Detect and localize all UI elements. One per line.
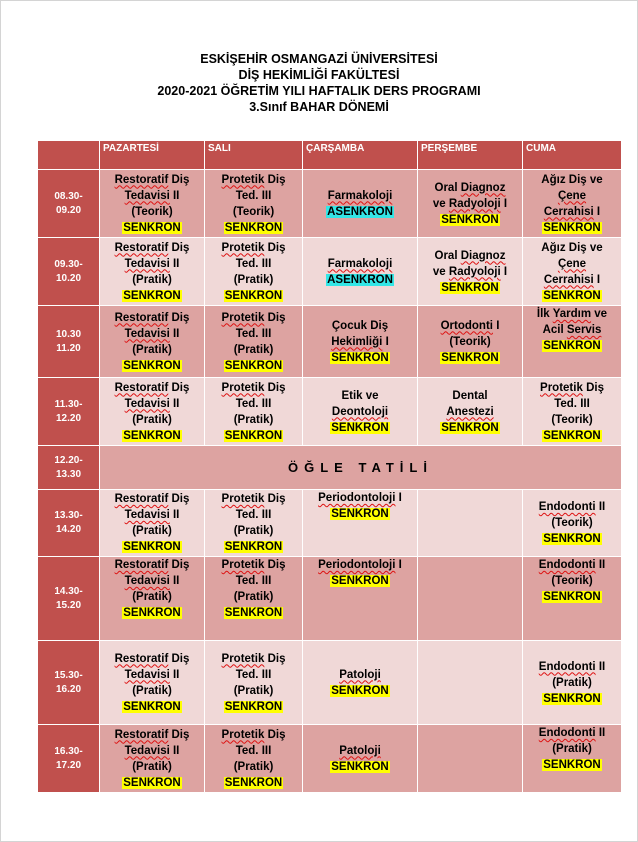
time-label: 08.30- bbox=[54, 190, 83, 202]
time-slot-row bbox=[38, 378, 622, 446]
delivery-mode-line bbox=[525, 757, 619, 773]
delivery-mode-line bbox=[420, 350, 520, 366]
time-label: 11.30- bbox=[54, 398, 83, 410]
course-name-line: Protetik Diş bbox=[221, 728, 286, 741]
delivery-mode-line bbox=[102, 358, 202, 374]
course-name-line: (Teorik) bbox=[551, 575, 593, 587]
course-name-line: (Pratik) bbox=[132, 591, 172, 603]
course-name-line: (Pratik) bbox=[233, 273, 274, 286]
course-cell bbox=[100, 378, 205, 446]
asenkron-badge: ASENKRON bbox=[327, 273, 393, 286]
course-cell bbox=[100, 557, 205, 641]
course-name-line: (Pratik) bbox=[132, 413, 172, 426]
time-slot-row bbox=[38, 170, 622, 238]
course-cell bbox=[523, 725, 622, 793]
course-name-line: Anestezi bbox=[446, 405, 494, 418]
course-name-line: Restoratif Diş bbox=[114, 652, 190, 665]
delivery-mode-line bbox=[420, 420, 520, 436]
course-name-line: Çene bbox=[557, 257, 587, 270]
faculty-name: DİŞ HEKİMLİĞİ FAKÜLTESİ bbox=[238, 68, 400, 82]
course-name-line: Restoratif Diş bbox=[114, 173, 190, 186]
program-title: 2020-2021 ÖĞRETİM YILI HAFTALIK DERS PROGRAMI bbox=[157, 84, 481, 98]
senkron-badge: SENKRON bbox=[543, 692, 601, 705]
senkron-badge: SENKRON bbox=[123, 289, 181, 302]
course-name-line: Protetik Diş bbox=[221, 381, 286, 394]
senkron-badge: SENKRON bbox=[543, 591, 601, 603]
course-name-line: Tedavisi II bbox=[124, 575, 180, 587]
senkron-badge: SENKRON bbox=[224, 429, 283, 442]
time-label: 09.30- bbox=[54, 258, 83, 270]
course-cell bbox=[205, 641, 303, 725]
senkron-badge: SENKRON bbox=[224, 607, 283, 619]
course-name-line: Protetik Diş bbox=[540, 381, 604, 394]
delivery-mode-line bbox=[207, 539, 300, 555]
delivery-mode-line bbox=[207, 605, 300, 621]
university-name: ESKİŞEHİR OSMANGAZİ ÜNİVERSİTESİ bbox=[200, 52, 438, 66]
delivery-mode-line bbox=[102, 605, 202, 621]
senkron-badge: SENKRON bbox=[224, 541, 283, 553]
course-name-line: Farmakoloji bbox=[327, 257, 393, 270]
course-cell bbox=[205, 378, 303, 446]
delivery-mode-line bbox=[420, 212, 520, 228]
course-name-line: Tedavisi II bbox=[124, 397, 180, 410]
course-name-line: Tedavisi II bbox=[124, 257, 180, 270]
delivery-mode-line bbox=[102, 428, 202, 444]
course-name-line: Protetik Diş bbox=[221, 241, 286, 254]
course-name-line: (Pratik) bbox=[132, 343, 172, 356]
course-name-line: Endodonti II bbox=[538, 727, 606, 739]
delivery-mode-line bbox=[207, 699, 300, 715]
course-cell bbox=[303, 490, 418, 557]
delivery-mode-line bbox=[102, 775, 202, 791]
course-name-line: Ted. III bbox=[235, 509, 272, 521]
delivery-mode-line bbox=[305, 683, 415, 699]
time-label: 15.30- bbox=[54, 669, 83, 681]
course-name-line: (Teorik) bbox=[551, 413, 593, 426]
course-name-line: (Pratik) bbox=[132, 760, 172, 773]
course-name-line: (Pratik) bbox=[233, 684, 274, 697]
time-label: 16.20 bbox=[55, 683, 82, 695]
course-name-line: ve Radyoloji I bbox=[432, 197, 508, 210]
course-cell bbox=[303, 238, 418, 306]
course-name-line: Ağız Diş ve bbox=[541, 241, 603, 254]
day-header: PAZARTESİ bbox=[100, 141, 205, 170]
delivery-mode-line bbox=[305, 272, 415, 288]
course-cell bbox=[303, 378, 418, 446]
course-name-line: Deontoloji bbox=[331, 405, 389, 418]
course-name-line: (Pratik) bbox=[233, 343, 274, 356]
course-name-line: Oral Diagnoz bbox=[434, 181, 506, 194]
course-cell bbox=[100, 641, 205, 725]
course-name-line: Çocuk Diş bbox=[331, 319, 389, 332]
delivery-mode-line bbox=[207, 428, 300, 444]
senkron-badge: SENKRON bbox=[543, 533, 601, 545]
course-name-line: Ted. III bbox=[554, 397, 590, 410]
course-cell bbox=[205, 170, 303, 238]
senkron-badge: SENKRON bbox=[224, 221, 283, 234]
delivery-mode-line bbox=[305, 204, 415, 220]
course-name-line: Ted. III bbox=[235, 257, 272, 270]
delivery-mode-line bbox=[102, 699, 202, 715]
course-cell bbox=[418, 490, 523, 557]
time-slot-row bbox=[38, 238, 622, 306]
course-name-line: Protetik Diş bbox=[221, 652, 286, 665]
course-cell bbox=[303, 641, 418, 725]
course-cell bbox=[303, 557, 418, 641]
course-name-line: Protetik Diş bbox=[221, 493, 286, 505]
senkron-badge: SENKRON bbox=[123, 221, 181, 234]
delivery-mode-line bbox=[207, 775, 300, 791]
course-name-line: Restoratif Diş bbox=[114, 493, 190, 505]
time-label: 16.30- bbox=[54, 745, 83, 757]
course-name-line: (Teorik) bbox=[131, 205, 173, 218]
course-cell bbox=[523, 641, 622, 725]
course-name-line: Endodonti II bbox=[538, 559, 606, 571]
delivery-mode-line bbox=[525, 691, 619, 707]
course-cell bbox=[523, 557, 622, 641]
course-cell bbox=[418, 725, 523, 793]
time-slot bbox=[38, 306, 100, 378]
time-slot bbox=[38, 725, 100, 793]
delivery-mode-line bbox=[525, 288, 619, 304]
time-label: 14.20 bbox=[55, 524, 82, 535]
course-name-line: Cerrahisi I bbox=[543, 205, 601, 218]
course-name-line: Patoloji bbox=[339, 668, 381, 681]
course-cell bbox=[418, 238, 523, 306]
course-name-line: Endodonti II bbox=[538, 501, 606, 513]
header-row bbox=[38, 141, 622, 170]
class-term: 3.Sınıf BAHAR DÖNEMİ bbox=[249, 100, 389, 114]
course-name-line: (Pratik) bbox=[233, 525, 274, 537]
course-name-line: (Pratik) bbox=[552, 743, 592, 755]
senkron-badge: SENKRON bbox=[331, 351, 389, 364]
course-name-line: Protetik Diş bbox=[221, 173, 286, 186]
course-name-line: Cerrahisi I bbox=[543, 273, 601, 286]
course-cell bbox=[523, 490, 622, 557]
time-label: 12.20 bbox=[55, 412, 82, 424]
time-label: 15.20 bbox=[55, 599, 82, 611]
time-label: 10.30 bbox=[55, 328, 82, 340]
course-name-line: Ted. III bbox=[235, 744, 272, 757]
time-slot bbox=[38, 446, 100, 490]
course-cell bbox=[205, 490, 303, 557]
course-name-line: (Pratik) bbox=[132, 684, 172, 697]
delivery-mode-line bbox=[102, 220, 202, 236]
senkron-badge: SENKRON bbox=[224, 289, 283, 302]
course-name-line: Patoloji bbox=[339, 744, 381, 757]
course-name-line: Protetik Diş bbox=[221, 559, 286, 571]
course-name-line: (Pratik) bbox=[552, 676, 592, 689]
senkron-badge: SENKRON bbox=[331, 421, 389, 434]
lunch-break bbox=[100, 446, 622, 490]
time-slot-row bbox=[38, 725, 622, 793]
time-label: 14.30- bbox=[54, 585, 83, 597]
course-name-line: Ted. III bbox=[235, 397, 272, 410]
senkron-badge: SENKRON bbox=[543, 340, 601, 352]
course-name-line: Restoratif Diş bbox=[114, 728, 190, 741]
delivery-mode-line bbox=[525, 531, 619, 547]
senkron-badge: SENKRON bbox=[123, 359, 181, 372]
course-name-line: (Pratik) bbox=[233, 591, 274, 603]
time-label: 13.30- bbox=[54, 510, 83, 521]
course-cell bbox=[205, 306, 303, 378]
course-cell bbox=[523, 306, 622, 378]
course-name-line: Acil Servis bbox=[542, 324, 602, 336]
course-cell bbox=[303, 306, 418, 378]
course-name-line: Ted. III bbox=[235, 189, 272, 202]
senkron-badge: SENKRON bbox=[543, 289, 601, 302]
course-name-line: Tedavisi II bbox=[124, 327, 180, 340]
senkron-badge: SENKRON bbox=[331, 508, 389, 520]
delivery-mode-line bbox=[305, 420, 415, 436]
senkron-badge: SENKRON bbox=[123, 700, 181, 713]
time-slot bbox=[38, 641, 100, 725]
course-name-line: Endodonti II bbox=[538, 660, 606, 673]
senkron-badge: SENKRON bbox=[331, 575, 389, 587]
time-slot-row bbox=[38, 490, 622, 557]
course-name-line: Farmakoloji bbox=[327, 189, 393, 202]
delivery-mode-line bbox=[420, 280, 520, 296]
time-slot bbox=[38, 378, 100, 446]
delivery-mode-line bbox=[207, 220, 300, 236]
delivery-mode-line bbox=[207, 288, 300, 304]
corner-cell bbox=[38, 141, 100, 170]
senkron-badge: SENKRON bbox=[224, 700, 283, 713]
course-cell bbox=[100, 306, 205, 378]
senkron-badge: SENKRON bbox=[224, 359, 283, 372]
course-name-line: (Pratik) bbox=[132, 273, 172, 286]
course-cell bbox=[205, 238, 303, 306]
course-name-line: Ortodonti I bbox=[440, 319, 500, 332]
delivery-mode-line bbox=[305, 506, 415, 522]
senkron-badge: SENKRON bbox=[123, 607, 181, 619]
course-cell bbox=[100, 725, 205, 793]
course-name-line: Restoratif Diş bbox=[114, 241, 190, 254]
senkron-badge: SENKRON bbox=[441, 213, 499, 226]
time-label: 17.20 bbox=[55, 759, 82, 771]
senkron-badge: SENKRON bbox=[331, 760, 389, 773]
course-cell bbox=[523, 378, 622, 446]
time-slot bbox=[38, 557, 100, 641]
senkron-badge: SENKRON bbox=[123, 429, 181, 442]
course-name-line: Dental bbox=[452, 389, 488, 402]
senkron-badge: SENKRON bbox=[543, 221, 601, 234]
course-name-line: Tedavisi II bbox=[124, 509, 180, 521]
course-name-line: Tedavisi II bbox=[124, 668, 180, 681]
course-name-line: (Pratik) bbox=[132, 525, 172, 537]
course-name-line: Tedavisi II bbox=[124, 189, 180, 202]
course-name-line: Ağız Diş ve bbox=[541, 173, 603, 186]
course-name-line: ve Radyoloji I bbox=[432, 265, 508, 278]
course-cell bbox=[205, 725, 303, 793]
lunch-row bbox=[38, 446, 622, 490]
delivery-mode-line bbox=[207, 358, 300, 374]
delivery-mode-line bbox=[525, 220, 619, 236]
delivery-mode-line bbox=[525, 589, 619, 605]
course-name-line: (Pratik) bbox=[233, 413, 274, 426]
lunch-label: ÖĞLE TATİLİ bbox=[288, 460, 433, 475]
asenkron-badge: ASENKRON bbox=[327, 205, 393, 218]
course-name-line: Etik ve bbox=[341, 389, 379, 402]
course-cell bbox=[418, 641, 523, 725]
senkron-badge: SENKRON bbox=[441, 281, 499, 294]
time-slot bbox=[38, 490, 100, 557]
course-name-line: Ted. III bbox=[235, 668, 272, 681]
course-name-line: Oral Diagnoz bbox=[434, 249, 506, 262]
course-name-line: Restoratif Diş bbox=[114, 559, 190, 571]
time-label: 10.20 bbox=[55, 272, 82, 284]
day-header: PERŞEMBE bbox=[418, 141, 523, 170]
document-header bbox=[0, 51, 638, 115]
senkron-badge: SENKRON bbox=[123, 776, 181, 789]
course-name-line: Periodontoloji I bbox=[318, 492, 402, 504]
time-slot-row bbox=[38, 641, 622, 725]
time-label: 09.20 bbox=[55, 204, 82, 216]
delivery-mode-line bbox=[305, 350, 415, 366]
course-cell bbox=[418, 170, 523, 238]
course-name-line: Ted. III bbox=[235, 327, 272, 340]
senkron-badge: SENKRON bbox=[123, 541, 181, 553]
time-label: 13.30 bbox=[55, 468, 82, 480]
course-cell bbox=[418, 306, 523, 378]
course-cell bbox=[100, 170, 205, 238]
senkron-badge: SENKRON bbox=[331, 684, 389, 697]
time-slot bbox=[38, 170, 100, 238]
time-label: 12.20- bbox=[54, 454, 83, 466]
delivery-mode-line bbox=[102, 539, 202, 555]
course-name-line: Çene bbox=[557, 189, 587, 202]
course-name-line: Periodontoloji I bbox=[318, 559, 402, 571]
course-cell bbox=[100, 490, 205, 557]
delivery-mode-line bbox=[525, 338, 619, 354]
senkron-badge: SENKRON bbox=[441, 421, 499, 434]
course-cell bbox=[523, 238, 622, 306]
delivery-mode-line bbox=[305, 573, 415, 589]
time-label: 11.20 bbox=[56, 342, 81, 354]
course-cell bbox=[205, 557, 303, 641]
course-cell bbox=[100, 238, 205, 306]
delivery-mode-line bbox=[102, 288, 202, 304]
time-slot bbox=[38, 238, 100, 306]
course-cell bbox=[303, 170, 418, 238]
course-cell bbox=[303, 725, 418, 793]
course-name-line: Restoratif Diş bbox=[114, 311, 190, 324]
course-name-line: (Teorik) bbox=[551, 517, 593, 529]
course-cell bbox=[523, 170, 622, 238]
senkron-badge: SENKRON bbox=[543, 759, 601, 771]
senkron-badge: SENKRON bbox=[224, 776, 283, 789]
course-name-line: (Teorik) bbox=[232, 205, 275, 218]
course-name-line: Restoratif Diş bbox=[114, 381, 190, 394]
course-name-line: Tedavisi II bbox=[124, 744, 180, 757]
course-cell bbox=[418, 557, 523, 641]
course-name-line: Ted. III bbox=[235, 575, 272, 587]
course-name-line: (Pratik) bbox=[233, 760, 274, 773]
delivery-mode-line bbox=[525, 428, 619, 444]
day-header: SALI bbox=[205, 141, 303, 170]
course-name-line: Hekimliği I bbox=[331, 335, 389, 348]
course-name-line: (Teorik) bbox=[449, 335, 491, 348]
weekly-schedule-table bbox=[37, 140, 622, 793]
senkron-badge: SENKRON bbox=[441, 351, 499, 364]
day-header: CUMA bbox=[523, 141, 622, 170]
senkron-badge: SENKRON bbox=[543, 429, 601, 442]
time-slot-row bbox=[38, 306, 622, 378]
day-header: ÇARŞAMBA bbox=[303, 141, 418, 170]
course-name-line: Protetik Diş bbox=[221, 311, 286, 324]
time-slot-row bbox=[38, 557, 622, 641]
course-name-line: İlk Yardım ve bbox=[536, 308, 608, 320]
delivery-mode-line bbox=[305, 759, 415, 775]
course-cell bbox=[418, 378, 523, 446]
